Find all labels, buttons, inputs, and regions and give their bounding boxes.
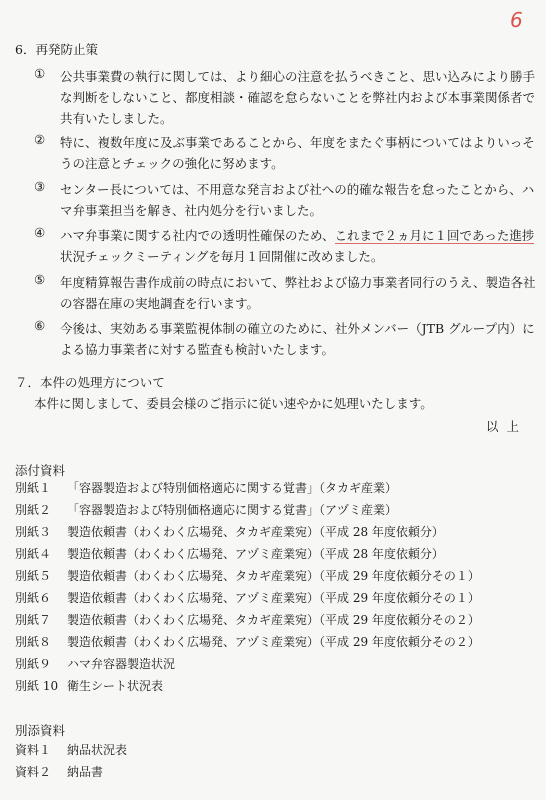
attachment-row [15, 588, 480, 608]
attachment-text: 「容器製造および特別価格適応に関する覚書」（アヅミ産業） [67, 503, 398, 517]
item-line: 状況チェックミーティングを毎月１回開催に改めました。 [60, 249, 384, 264]
item-line: 今後は、実効ある事業監視体制の確立のために、社外メンバー（JTB グループ内）に [60, 321, 535, 336]
attachments-title: 添付資料 [15, 463, 66, 478]
attachment-label: 別紙１ [15, 481, 52, 495]
section7-heading: ７．本件の処理方について [15, 375, 165, 390]
attachment-text: 製造依頼書（わくわく広場発、タカギ産業宛）（平成 29 年度依頼分その２） [67, 613, 480, 627]
item-number: ③ [34, 179, 46, 194]
page-number: 6 [510, 8, 523, 32]
item-line-part: ハマ弁事業に関する社内での透明性確保のため、 [60, 228, 335, 243]
separate-doc-label: 資料１ [15, 743, 52, 757]
item-line [34, 225, 534, 246]
attachment-label: 別紙７ [15, 613, 52, 627]
attachment-row [15, 566, 480, 586]
item-line: うの注意とチェックの強化に努めます。 [60, 156, 284, 171]
attachment-label: 別紙８ [15, 635, 52, 649]
attachment-text: 製造依頼書（わくわく広場発、タカギ産業宛）（平成 28 年度依頼分） [67, 525, 444, 539]
attachment-label: 別紙５ [15, 569, 52, 583]
attachment-row [15, 478, 397, 498]
attachment-label: 別紙２ [15, 503, 52, 517]
separate-doc-row [15, 740, 127, 760]
item-line: よる協力事業者に対する監査も検討いたします。 [60, 342, 335, 357]
attachment-text: 衛生シート状況表 [67, 679, 164, 693]
measure-item-3 [34, 179, 534, 221]
item-line: の容器在庫の実地調査を行います。 [60, 296, 260, 311]
attachment-row [15, 522, 444, 542]
measure-item-5 [34, 272, 534, 314]
attachment-text: ハマ弁容器製造状況 [67, 657, 176, 671]
separate-doc-row [15, 762, 103, 782]
item-line: 年度精算報告書作成前の時点において、弊社および協力事業者同行のうえ、製造各社 [60, 275, 536, 290]
measure-item-1 [34, 66, 534, 129]
attachment-row [15, 500, 397, 520]
attachment-row [15, 654, 175, 674]
handwritten-underline: これまで２ヵ月に１回であった進捗 [334, 228, 535, 243]
item-line: センター長については、不用意な発言および社への的確な報告を怠ったことから、ハ [60, 182, 535, 197]
attachment-text: 製造依頼書（わくわく広場発、アヅミ産業宛）（平成 28 年度依頼分） [67, 547, 444, 561]
attachment-label: 別紙６ [15, 591, 52, 605]
separate-doc-text: 納品書 [67, 765, 104, 779]
separate-doc-label: 資料２ [15, 765, 52, 779]
item-number: ② [34, 132, 46, 147]
attachment-text: 製造依頼書（わくわく広場発、タカギ産業宛）（平成 29 年度依頼分その１） [67, 569, 480, 583]
attachment-text: 製造依頼書（わくわく広場発、アヅミ産業宛）（平成 29 年度依頼分その２） [67, 635, 480, 649]
separate-doc-text: 納品状況表 [67, 743, 128, 757]
attachment-label: 別紙４ [15, 547, 52, 561]
item-number: ① [34, 66, 46, 81]
item-line: 特に、複数年度に及ぶ事業であることから、年度をまたぐ事柄についてはよりいっそ [60, 135, 535, 150]
section7-body: 本件に関しまして、委員会様のご指示に従い速やかに処理いたします。 [34, 396, 433, 411]
measure-item-4 [34, 225, 534, 267]
separate-docs-title: 別添資料 [15, 723, 66, 738]
item-line: 公共事業費の執行に関しては、より細心の注意を払うべきこと、思い込みにより勝手 [60, 69, 536, 84]
attachment-label: 別紙９ [15, 657, 52, 671]
attachment-label: 別紙 10 [15, 679, 59, 693]
measure-item-2 [34, 132, 534, 174]
section6-heading: 6．再発防止策 [15, 42, 98, 57]
attachment-text: 製造依頼書（わくわく広場発、アヅミ産業宛）（平成 29 年度依頼分その１） [67, 591, 480, 605]
attachment-row [15, 610, 480, 630]
attachment-row [15, 676, 163, 696]
attachment-label: 別紙３ [15, 525, 52, 539]
item-number: ⑥ [34, 318, 46, 333]
attachment-text: 「容器製造および特別価格適応に関する覚書」（タカギ産業） [67, 481, 398, 495]
attachment-row [15, 632, 480, 652]
item-number: ⑤ [34, 272, 46, 287]
attachment-row [15, 544, 444, 564]
item-number: ④ [34, 225, 46, 240]
closing-text: 以上 [486, 419, 528, 434]
item-line: 共有いたしました。 [60, 111, 173, 126]
item-line: な判断をしないこと、都度相談・確認を怠らないことを弊社内および本事業関係者で [60, 90, 536, 105]
item-line: マ弁事業担当を解き、社内処分を行いました。 [60, 203, 323, 218]
measure-item-6 [34, 318, 534, 360]
